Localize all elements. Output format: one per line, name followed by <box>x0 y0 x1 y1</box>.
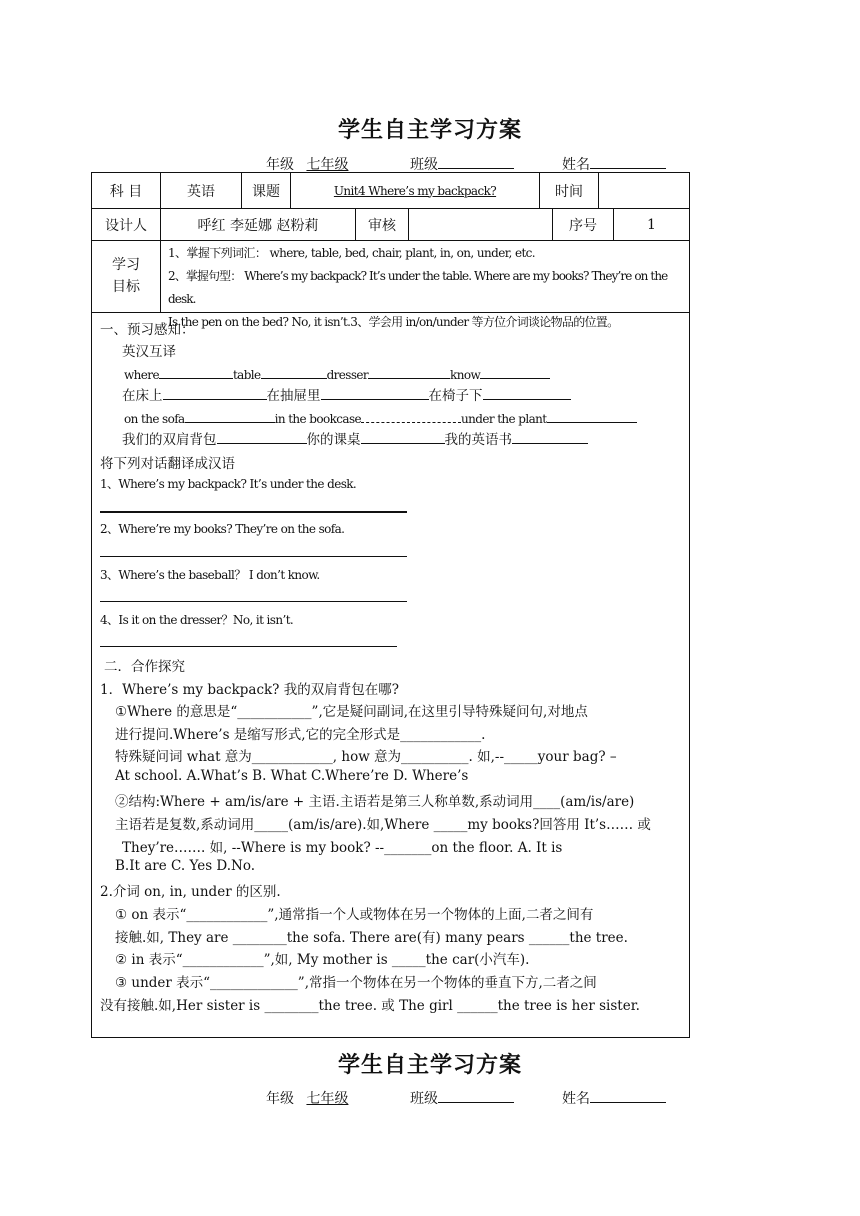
class-blank-2[interactable] <box>438 1088 514 1103</box>
class-blank[interactable] <box>438 154 514 169</box>
subject-value: 英语 <box>161 173 242 209</box>
word-where: where <box>124 368 159 382</box>
blank-dresser[interactable] <box>368 364 450 379</box>
vocab-row-2 <box>122 384 571 404</box>
objective-line-3: Is the pen on the bed? No, it isn’t.3、学会用 in/on/under 等方位介词谈论物品的位置。 <box>168 315 619 329</box>
word-under-chair: 在椅子下 <box>428 388 483 404</box>
answer-line-3[interactable] <box>100 601 407 602</box>
name-label: 姓名 <box>562 157 590 173</box>
dialog-q3: 3、Where’s the baseball？ I don’t know. <box>100 568 320 582</box>
answer-line-2[interactable] <box>100 556 407 557</box>
phrase-your-desk: 你的课桌 <box>306 432 361 448</box>
subject-label: 科 目 <box>92 173 161 209</box>
word-dresser: dresser <box>326 368 369 382</box>
phrase-on-sofa: on the sofa <box>124 412 185 426</box>
blank-your-desk[interactable] <box>361 429 445 444</box>
coop-heading: 二．合作探究 <box>104 659 185 675</box>
blank-under-chair[interactable] <box>483 385 571 400</box>
objective-line-2: 2、掌握句型： Where’s my backpack? It’s under the table. Where are my books? They’re on the desk. <box>168 269 668 306</box>
grade-value-2: 七年级 <box>306 1091 349 1107</box>
name-field-2 <box>562 1088 666 1108</box>
coop-line-7: 主语若是复数,系动词用_____(am/is/are).如,Where _____my books?回答用 It’s…… 或 <box>115 817 651 833</box>
phrase-in-bookcase: in the bookcase <box>274 412 362 426</box>
word-table: table <box>232 368 261 382</box>
coop-line-3: 进行提问.Where’s 是缩写形式,它的完全形式是____________. <box>115 727 486 743</box>
class-label: 班级 <box>410 157 438 173</box>
word-on-bed: 在床上 <box>122 388 163 404</box>
review-label: 审核 <box>356 209 409 241</box>
designer-value: 呼红 李延娜 赵粉莉 <box>161 209 356 241</box>
objectives-label-2: 目标 <box>112 279 140 295</box>
blank-table[interactable] <box>261 364 327 379</box>
dialog-q1: 1、Where’s my backpack? It’s under the desk. <box>100 477 357 491</box>
coop-line-9: B.It are C. Yes D.No. <box>115 858 256 874</box>
translate-heading: 将下列对话翻译成汉语 <box>100 456 235 472</box>
time-label: 时间 <box>540 173 599 209</box>
page-title: 学生自主学习方案 <box>337 117 522 143</box>
dialog-q2: 2、Where’re my books? They’re on the sofa. <box>100 522 345 536</box>
class-label-2: 班级 <box>410 1091 438 1107</box>
grade-field <box>266 154 348 174</box>
coop-line-2: ①Where 的意思是“___________”,它是疑问副词,在这里引导特殊疑问句,对地点 <box>115 704 588 720</box>
blank-our-backpack[interactable] <box>217 429 307 444</box>
vocab-row-3 <box>124 408 637 426</box>
coop-line-15: 没有接触.如,Her sister is ________the tree. 或 The girl ______the tree is her sister. <box>100 998 640 1014</box>
topic-value: Unit4 Where’s my backpack? <box>333 183 497 198</box>
answer-line-4[interactable] <box>100 646 397 647</box>
topic-label: 课题 <box>242 173 291 209</box>
class-field-2 <box>410 1088 514 1108</box>
page-title-2: 学生自主学习方案 <box>337 1052 522 1078</box>
blank-where[interactable] <box>159 364 233 379</box>
blank-under-plant[interactable] <box>547 408 637 423</box>
grade-value: 七年级 <box>306 157 349 173</box>
coop-line-1: 1．Where’s my backpack? 我的双肩背包在哪? <box>100 682 399 698</box>
grade-field-2 <box>266 1088 348 1108</box>
name-blank[interactable] <box>590 154 666 169</box>
preview-sub: 英汉互译 <box>122 344 176 360</box>
vocab-row-4 <box>122 428 588 448</box>
word-in-drawer: 在抽屉里 <box>266 388 321 404</box>
info-table <box>91 172 690 209</box>
blank-my-english-book[interactable] <box>512 429 588 444</box>
blank-in-bookcase[interactable] <box>361 408 461 423</box>
objectives-section <box>91 240 690 329</box>
coop-line-12: 接触.如, They are ________the sofa. There are(有) many pears ______the tree. <box>115 930 628 946</box>
review-value[interactable] <box>409 209 553 241</box>
answer-line-1[interactable] <box>100 511 407 513</box>
class-field <box>410 154 514 174</box>
blank-know[interactable] <box>480 364 550 379</box>
coop-line-4: 特殊疑问词 what 意为____________, how 意为__________. 如,--_____your bag? – <box>115 749 617 765</box>
preview-heading: 一、预习感知： <box>100 322 195 338</box>
objective-line-1: 1、掌握下列词汇： where, table, bed, chair, plant, in, on, under, etc. <box>168 246 536 260</box>
dialog-q4: 4、Is it on the dresser？No, it isn’t. <box>100 613 294 627</box>
coop-line-8: They’re……. 如, --Where is my book? --_______on the floor. A. It is <box>122 840 563 856</box>
name-blank-2[interactable] <box>590 1088 666 1103</box>
seq-value: 1 <box>614 209 690 241</box>
grade-label: 年级 <box>266 157 294 173</box>
coop-line-10: 2.介词 on, in, under 的区别. <box>100 884 281 900</box>
name-field <box>562 154 666 174</box>
blank-on-sofa[interactable] <box>185 408 275 423</box>
word-know: know <box>450 368 481 382</box>
phrase-my-english-book: 我的英语书 <box>444 432 512 448</box>
vocab-row-1 <box>124 364 550 382</box>
coop-line-6: ②结构:Where + am/is/are + 主语.主语若是第三人称单数,系动词用____(am/is/are) <box>115 794 635 810</box>
time-value[interactable] <box>599 173 690 209</box>
designer-label: 设计人 <box>92 209 161 241</box>
coop-line-13: ② in 表示“____________”,如, My mother is _____the car(小汽车). <box>115 952 530 968</box>
phrase-under-plant: under the plant <box>461 412 547 426</box>
name-label-2: 姓名 <box>562 1091 590 1107</box>
blank-on-bed[interactable] <box>163 385 267 400</box>
coop-line-11: ① on 表示“____________”,通常指一个人或物体在另一个物体的上面,二者之间有 <box>115 907 594 923</box>
info-table-row2 <box>91 208 690 241</box>
coop-line-5: At school. A.What’s B. What C.Where’re D. Where’s <box>115 768 469 784</box>
blank-in-drawer[interactable] <box>321 385 429 400</box>
seq-label: 序号 <box>553 209 614 241</box>
phrase-our-backpack: 我们的双肩背包 <box>122 432 217 448</box>
objectives-label-1: 学习 <box>112 257 140 273</box>
coop-line-14: ③ under 表示“_____________”,常指一个物体在另一个物体的垂直下方,二者之间 <box>115 975 597 991</box>
grade-label-2: 年级 <box>266 1091 294 1107</box>
